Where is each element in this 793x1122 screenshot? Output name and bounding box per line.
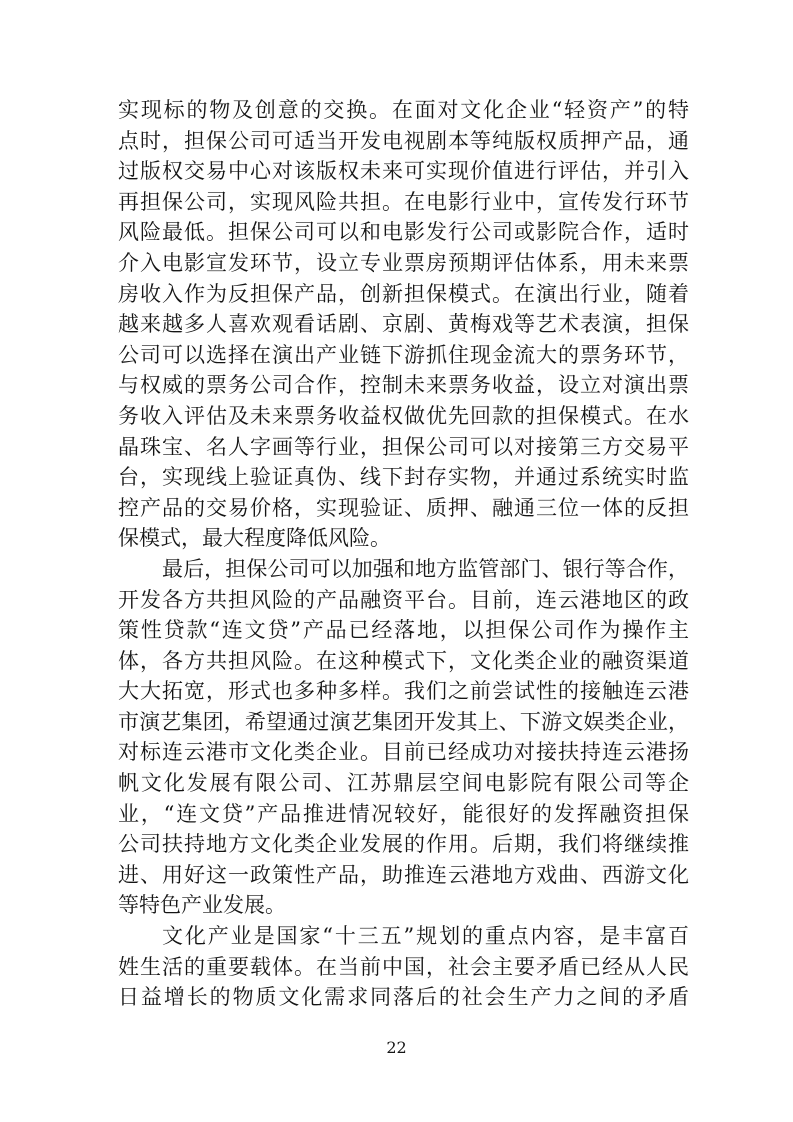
text-line: 最后，担保公司可以加强和地方监管部门、银行等合作， [162,556,689,581]
text-line: 公司可以选择在演出产业链下游抓住现金流大的票务环节， [118,342,689,367]
text-line: 实现标的物及创意的交换。在面对文化企业“轻资产”的特 [118,98,689,122]
text-line: 文化产业是国家“十三五”规划的重点内容，是丰富百 [162,924,689,949]
text-line: 帆文化发展有限公司、江苏鼎层空间电影院有限公司等企 [118,771,689,796]
text-line: 台，实现线上验证真伪、线下封存实物，并通过系统实时监 [118,465,689,490]
text-line: 公司扶持地方文化类企业发展的作用。后期，我们将继续推 [118,832,689,857]
text-line: 过版权交易中心对该版权未来可实现价值进行评估，并引入 [118,159,689,184]
text-line: 务收入评估及未来票务收益权做优先回款的担保模式。在水 [118,403,689,428]
text-line: 体，各方共担风险。在这种模式下，文化类企业的融资渠道 [118,648,689,673]
text-line: 业，“连文贷”产品推进情况较好，能很好的发挥融资担保 [118,801,689,826]
text-line: 日益增长的物质文化需求同落后的社会生产力之间的矛盾 [118,985,689,1010]
text-line: 房收入作为反担保产品，创新担保模式。在演出行业，随着 [118,281,689,306]
text-line: 与权威的票务公司合作，控制未来票务收益，设立对演出票 [118,373,689,398]
text-line: 点时，担保公司可适当开发电视剧本等纯版权质押产品，通 [118,128,689,153]
text-line: 风险最低。担保公司可以和电影发行公司或影院合作，适时 [118,220,689,245]
text-line: 等特色产业发展。 [118,893,286,918]
text-line: 市演艺集团，希望通过演艺集团开发其上、下游文娱类企业， [118,709,689,734]
text-line: 大大拓宽，形式也多种多样。我们之前尝试性的接触连云港 [118,679,689,704]
text-line: 控产品的交易价格，实现验证、质押、融通三位一体的反担 [118,495,689,520]
text-line: 进、用好这一政策性产品，助推连云港地方戏曲、西游文化 [118,862,689,887]
text-line: 保模式，最大程度降低风险。 [118,526,391,551]
page-number: 22 [386,1038,407,1057]
text-line: 越来越多人喜欢观看话剧、京剧、黄梅戏等艺术表演，担保 [118,312,689,337]
text-line: 对标连云港市文化类企业。目前已经成功对接扶持连云港扬 [118,740,689,765]
text-line: 开发各方共担风险的产品融资平台。目前，连云港地区的政 [118,587,689,612]
document-text [118,95,689,1013]
text-line: 策性贷款“连文贷”产品已经落地，以担保公司作为操作主 [118,618,689,643]
text-line: 介入电影宣发环节，设立专业票房预期评估体系，用未来票 [118,250,689,275]
text-line: 姓生活的重要载体。在当前中国，社会主要矛盾已经从人民 [118,954,689,979]
text-line: 晶珠宝、名人字画等行业，担保公司可以对接第三方交易平 [118,434,689,459]
text-line: 再担保公司，实现风险共担。在电影行业中，宣传发行环节 [118,189,689,214]
